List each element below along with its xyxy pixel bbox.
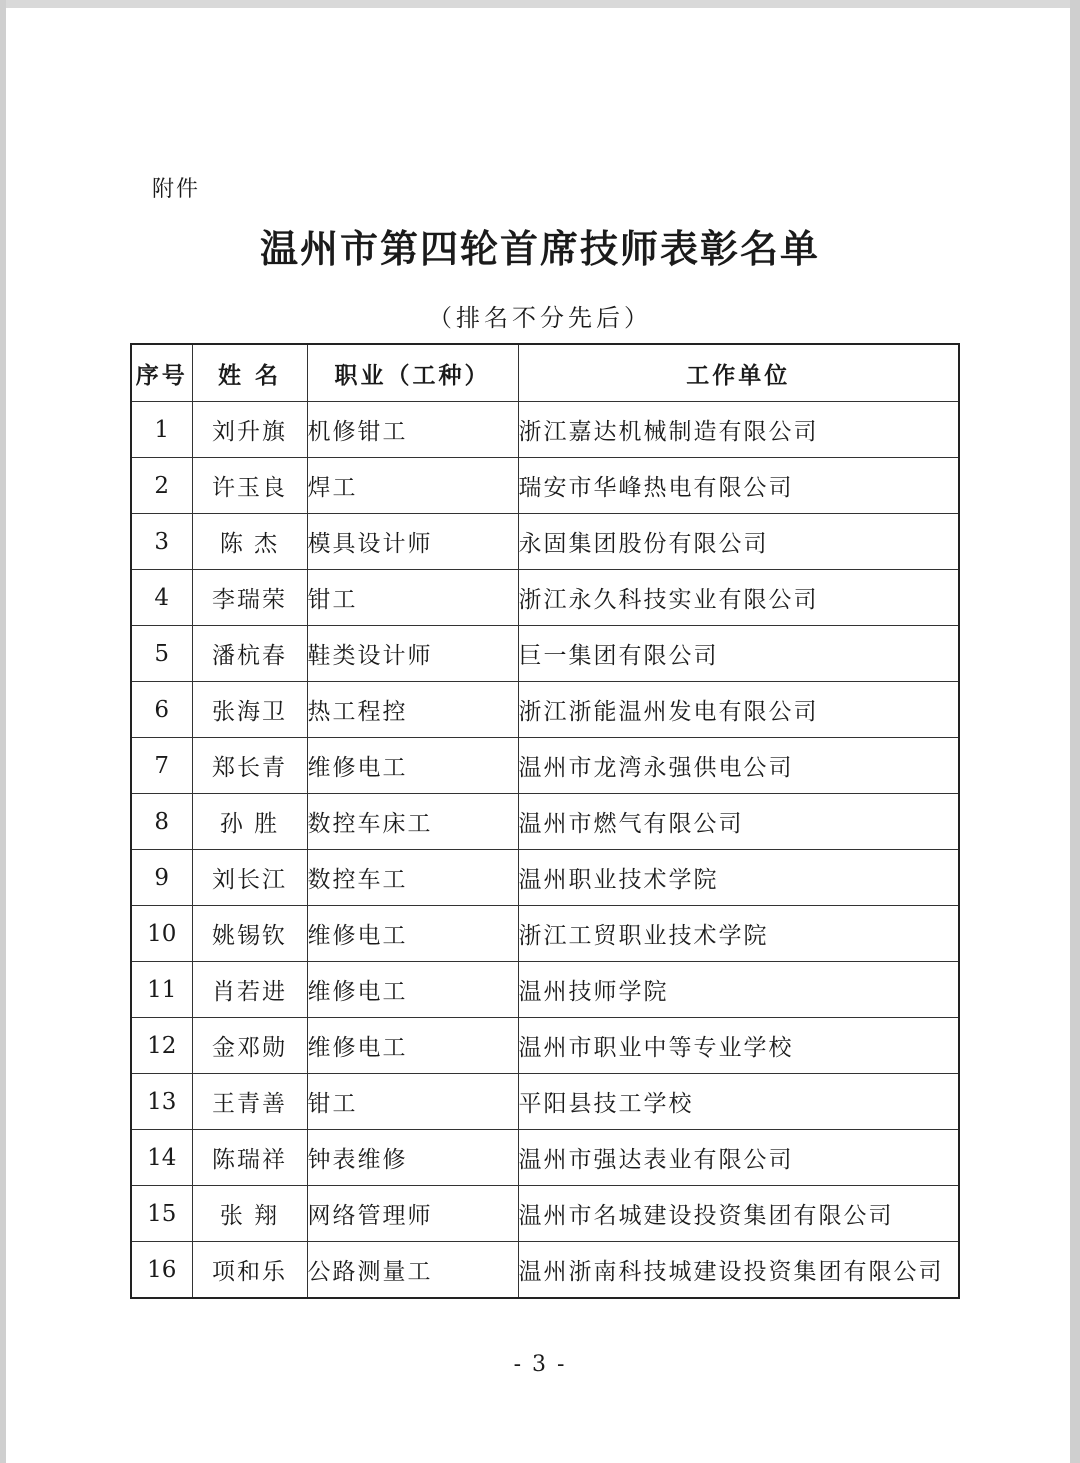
- row-occupation: 鞋类设计师: [307, 626, 518, 682]
- row-name: 潘杭春: [192, 626, 307, 682]
- row-name: 李瑞荣: [192, 570, 307, 626]
- row-number: 15: [131, 1186, 192, 1242]
- row-number: 3: [131, 514, 192, 570]
- row-name: 肖若进: [192, 962, 307, 1018]
- row-number: 5: [131, 626, 192, 682]
- row-employer: 浙江浙能温州发电有限公司: [518, 682, 959, 738]
- table-row: [131, 626, 959, 682]
- row-number: 13: [131, 1074, 192, 1130]
- row-number: 4: [131, 570, 192, 626]
- row-number: 1: [131, 402, 192, 458]
- row-occupation: 钳工: [307, 570, 518, 626]
- table-row: [131, 850, 959, 906]
- document-title: 温州市第四轮首席技师表彰名单: [259, 226, 820, 271]
- table-row: [131, 458, 959, 514]
- table-row: [131, 1018, 959, 1074]
- row-employer: 巨一集团有限公司: [518, 626, 959, 682]
- row-name: 孙 胜: [192, 794, 307, 850]
- document-subtitle: （排名不分先后）: [428, 304, 652, 332]
- row-occupation: 钳工: [307, 1074, 518, 1130]
- header-number: 序号: [131, 344, 192, 402]
- row-number: 14: [131, 1130, 192, 1186]
- table-row: [131, 1242, 959, 1299]
- row-occupation: 模具设计师: [307, 514, 518, 570]
- row-number: 7: [131, 738, 192, 794]
- row-name: 王青善: [192, 1074, 307, 1130]
- row-name: 刘升旗: [192, 402, 307, 458]
- table-row: [131, 794, 959, 850]
- row-employer: 温州技师学院: [518, 962, 959, 1018]
- table-row: [131, 570, 959, 626]
- row-number: 9: [131, 850, 192, 906]
- attachment-label: 附件: [152, 177, 201, 202]
- row-number: 8: [131, 794, 192, 850]
- row-name: 张海卫: [192, 682, 307, 738]
- row-employer: 浙江永久科技实业有限公司: [518, 570, 959, 626]
- row-employer: 温州职业技术学院: [518, 850, 959, 906]
- row-occupation: 维修电工: [307, 738, 518, 794]
- row-number: 16: [131, 1242, 192, 1299]
- row-number: 12: [131, 1018, 192, 1074]
- header-name: 姓 名: [192, 344, 307, 402]
- table-header-row: [131, 344, 959, 402]
- row-employer: 温州市强达表业有限公司: [518, 1130, 959, 1186]
- table-row: [131, 402, 959, 458]
- row-employer: 瑞安市华峰热电有限公司: [518, 458, 959, 514]
- row-name: 金邓勋: [192, 1018, 307, 1074]
- table-row: [131, 962, 959, 1018]
- row-employer: 温州市名城建设投资集团有限公司: [518, 1186, 959, 1242]
- header-employer: 工作单位: [518, 344, 959, 402]
- row-occupation: 数控车床工: [307, 794, 518, 850]
- row-name: 项和乐: [192, 1242, 307, 1299]
- header-occupation: 职业（工种）: [307, 344, 518, 402]
- row-employer: 浙江嘉达机械制造有限公司: [518, 402, 959, 458]
- table-row: [131, 1130, 959, 1186]
- table-row: [131, 1074, 959, 1130]
- row-employer: 温州市龙湾永强供电公司: [518, 738, 959, 794]
- row-occupation: 公路测量工: [307, 1242, 518, 1299]
- row-occupation: 维修电工: [307, 1018, 518, 1074]
- table-row: [131, 514, 959, 570]
- table-row: [131, 738, 959, 794]
- row-employer: 温州市燃气有限公司: [518, 794, 959, 850]
- scan-top-edge: [0, 0, 1080, 8]
- row-employer: 平阳县技工学校: [518, 1074, 959, 1130]
- row-number: 10: [131, 906, 192, 962]
- row-occupation: 机修钳工: [307, 402, 518, 458]
- row-name: 刘长江: [192, 850, 307, 906]
- table-row: [131, 906, 959, 962]
- row-name: 姚锡钦: [192, 906, 307, 962]
- row-number: 2: [131, 458, 192, 514]
- page-number: - 3 -: [513, 1352, 567, 1377]
- row-occupation: 钟表维修: [307, 1130, 518, 1186]
- row-occupation: 维修电工: [307, 962, 518, 1018]
- row-name: 许玉良: [192, 458, 307, 514]
- row-employer: 温州市职业中等专业学校: [518, 1018, 959, 1074]
- row-name: 郑长青: [192, 738, 307, 794]
- table-body: [131, 402, 959, 1299]
- row-number: 6: [131, 682, 192, 738]
- row-occupation: 网络管理师: [307, 1186, 518, 1242]
- row-name: 陈 杰: [192, 514, 307, 570]
- row-occupation: 维修电工: [307, 906, 518, 962]
- row-employer: 浙江工贸职业技术学院: [518, 906, 959, 962]
- row-name: 陈瑞祥: [192, 1130, 307, 1186]
- honor-list-table: [130, 343, 960, 1299]
- row-occupation: 焊工: [307, 458, 518, 514]
- table-row: [131, 682, 959, 738]
- table-row: [131, 1186, 959, 1242]
- row-number: 11: [131, 962, 192, 1018]
- row-occupation: 热工程控: [307, 682, 518, 738]
- row-employer: 永固集团股份有限公司: [518, 514, 959, 570]
- row-name: 张 翔: [192, 1186, 307, 1242]
- row-occupation: 数控车工: [307, 850, 518, 906]
- row-employer: 温州浙南科技城建设投资集团有限公司: [518, 1242, 959, 1299]
